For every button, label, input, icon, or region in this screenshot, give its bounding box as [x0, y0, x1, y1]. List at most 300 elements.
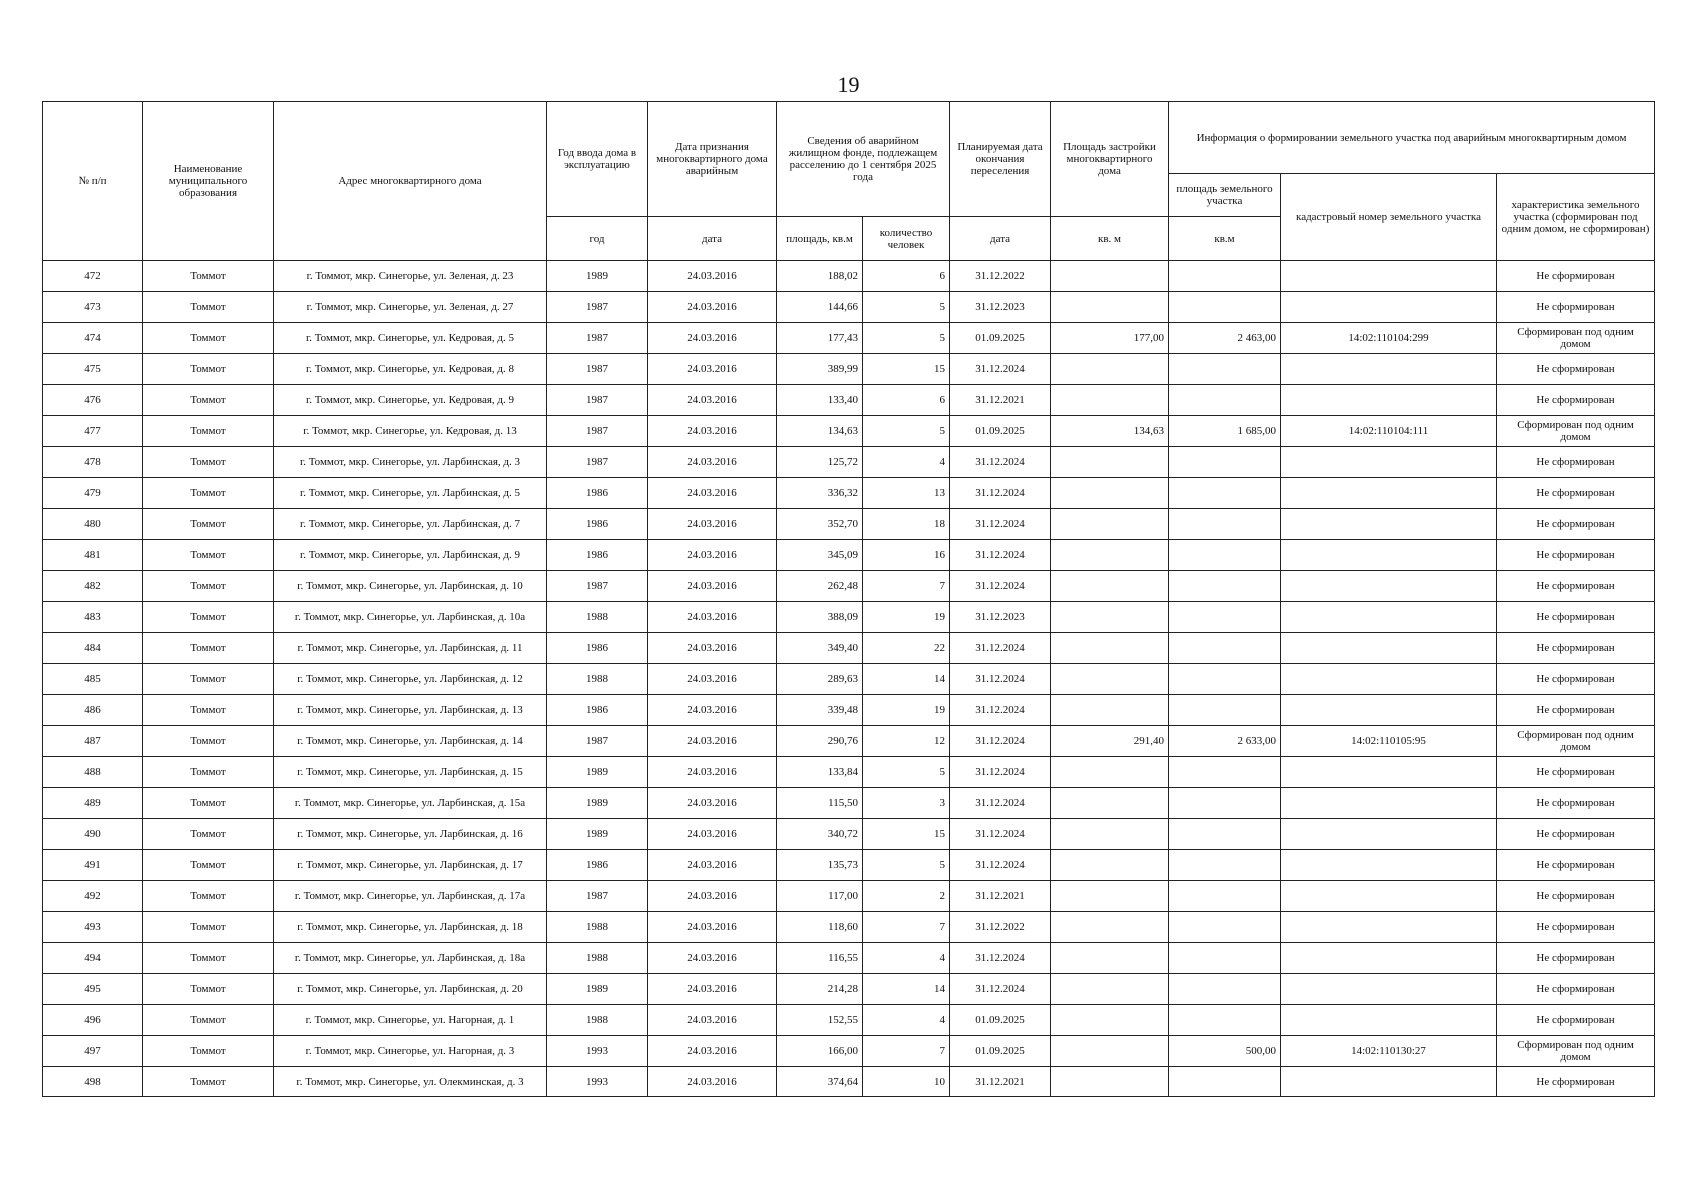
cell-land-characteristic: Не сформирован: [1497, 664, 1655, 695]
cell-people: 19: [863, 602, 950, 633]
cell-planned-end: 31.12.2024: [950, 850, 1051, 881]
cell-year: 1987: [547, 292, 648, 323]
cell-people: 18: [863, 509, 950, 540]
cell-area: 290,76: [777, 726, 863, 757]
cell-planned-end: 31.12.2024: [950, 664, 1051, 695]
cell-land-area: [1169, 602, 1281, 633]
cell-land-area: [1169, 788, 1281, 819]
cell-cadastral: [1281, 943, 1497, 974]
header-building-area: Площадь застройки многоквартирного дома: [1051, 102, 1169, 217]
cell-people: 15: [863, 354, 950, 385]
cell-area: 118,60: [777, 912, 863, 943]
cell-municipality: Томмот: [143, 1036, 274, 1067]
cell-land-area: [1169, 633, 1281, 664]
cell-address: г. Томмот, мкр. Синегорье, ул. Ларбинская, д. 7: [274, 509, 547, 540]
cell-building-area: [1051, 1067, 1169, 1097]
cell-building-area: [1051, 447, 1169, 478]
cell-area: 388,09: [777, 602, 863, 633]
cell-municipality: Томмот: [143, 850, 274, 881]
cell-land-area: 1 685,00: [1169, 416, 1281, 447]
cell-planned-end: 31.12.2024: [950, 571, 1051, 602]
header-address: Адрес многоквартирного дома: [274, 102, 547, 261]
cell-year: 1986: [547, 633, 648, 664]
cell-land-characteristic: Не сформирован: [1497, 943, 1655, 974]
cell-land-area: [1169, 354, 1281, 385]
cell-address: г. Томмот, мкр. Синегорье, ул. Олекминская, д. 3: [274, 1067, 547, 1097]
cell-year: 1989: [547, 757, 648, 788]
cell-people: 14: [863, 974, 950, 1005]
cell-people: 5: [863, 850, 950, 881]
cell-cadastral: [1281, 602, 1497, 633]
table-row: [43, 912, 1655, 943]
cell-num: 485: [43, 664, 143, 695]
cell-land-area: [1169, 509, 1281, 540]
unit-area: площадь, кв.м: [777, 217, 863, 261]
cell-land-characteristic: Не сформирован: [1497, 354, 1655, 385]
cell-planned-end: 01.09.2025: [950, 1036, 1051, 1067]
cell-num: 494: [43, 943, 143, 974]
cell-planned-end: 31.12.2023: [950, 602, 1051, 633]
cell-planned-end: 31.12.2021: [950, 1067, 1051, 1097]
cell-land-characteristic: Не сформирован: [1497, 261, 1655, 292]
table-row: [43, 540, 1655, 571]
cell-address: г. Томмот, мкр. Синегорье, ул. Ларбинская, д. 10а: [274, 602, 547, 633]
cell-municipality: Томмот: [143, 726, 274, 757]
cell-recognition-date: 24.03.2016: [648, 664, 777, 695]
table-row: [43, 850, 1655, 881]
cell-num: 489: [43, 788, 143, 819]
cell-people: 4: [863, 943, 950, 974]
table-header: [43, 102, 1655, 261]
cell-year: 1988: [547, 1005, 648, 1036]
table-row: [43, 726, 1655, 757]
cell-address: г. Томмот, мкр. Синегорье, ул. Ларбинская, д. 5: [274, 478, 547, 509]
cell-planned-end: 01.09.2025: [950, 323, 1051, 354]
cell-municipality: Томмот: [143, 509, 274, 540]
cell-planned-end: 31.12.2022: [950, 912, 1051, 943]
table-row: [43, 633, 1655, 664]
cell-recognition-date: 24.03.2016: [648, 974, 777, 1005]
cell-address: г. Томмот, мкр. Синегорье, ул. Ларбинская, д. 10: [274, 571, 547, 602]
cell-cadastral: [1281, 695, 1497, 726]
cell-planned-end: 31.12.2024: [950, 943, 1051, 974]
cell-recognition-date: 24.03.2016: [648, 819, 777, 850]
cell-land-characteristic: Не сформирован: [1497, 478, 1655, 509]
cell-year: 1987: [547, 881, 648, 912]
cell-num: 496: [43, 1005, 143, 1036]
cell-area: 115,50: [777, 788, 863, 819]
cell-building-area: [1051, 571, 1169, 602]
cell-planned-end: 31.12.2023: [950, 292, 1051, 323]
cell-area: 339,48: [777, 695, 863, 726]
cell-building-area: [1051, 602, 1169, 633]
cell-cadastral: [1281, 1067, 1497, 1097]
cell-land-characteristic: Не сформирован: [1497, 1005, 1655, 1036]
cell-recognition-date: 24.03.2016: [648, 602, 777, 633]
cell-planned-end: 31.12.2024: [950, 540, 1051, 571]
header-land-area: площадь земельного участка: [1169, 174, 1281, 217]
cell-recognition-date: 24.03.2016: [648, 509, 777, 540]
cell-building-area: [1051, 788, 1169, 819]
cell-area: 125,72: [777, 447, 863, 478]
cell-municipality: Томмот: [143, 1005, 274, 1036]
cell-land-area: [1169, 1005, 1281, 1036]
table-row: [43, 881, 1655, 912]
cell-land-area: [1169, 974, 1281, 1005]
cell-num: 492: [43, 881, 143, 912]
cell-cadastral: [1281, 385, 1497, 416]
cell-municipality: Томмот: [143, 757, 274, 788]
cell-address: г. Томмот, мкр. Синегорье, ул. Зеленая, д. 23: [274, 261, 547, 292]
header-municipality: Наименование муниципального образования: [143, 102, 274, 261]
cell-people: 5: [863, 416, 950, 447]
table-row: [43, 354, 1655, 385]
cell-municipality: Томмот: [143, 571, 274, 602]
cell-cadastral: [1281, 447, 1497, 478]
cell-area: 177,43: [777, 323, 863, 354]
cell-recognition-date: 24.03.2016: [648, 292, 777, 323]
cell-land-characteristic: Не сформирован: [1497, 974, 1655, 1005]
cell-area: 214,28: [777, 974, 863, 1005]
cell-building-area: [1051, 912, 1169, 943]
cell-planned-end: 31.12.2024: [950, 633, 1051, 664]
cell-municipality: Томмот: [143, 974, 274, 1005]
cell-address: г. Томмот, мкр. Синегорье, ул. Ларбинская, д. 11: [274, 633, 547, 664]
header-num: № п/п: [43, 102, 143, 261]
cell-address: г. Томмот, мкр. Синегорье, ул. Ларбинская, д. 16: [274, 819, 547, 850]
cell-municipality: Томмот: [143, 540, 274, 571]
cell-num: 478: [43, 447, 143, 478]
table-row: [43, 1067, 1655, 1097]
cell-address: г. Томмот, мкр. Синегорье, ул. Ларбинская, д. 15а: [274, 788, 547, 819]
cell-area: 117,00: [777, 881, 863, 912]
cell-area: 188,02: [777, 261, 863, 292]
cell-planned-end: 31.12.2022: [950, 261, 1051, 292]
cell-recognition-date: 24.03.2016: [648, 943, 777, 974]
cell-building-area: [1051, 261, 1169, 292]
cell-land-characteristic: Не сформирован: [1497, 1067, 1655, 1097]
cell-land-characteristic: Не сформирован: [1497, 788, 1655, 819]
cell-cadastral: [1281, 261, 1497, 292]
cell-recognition-date: 24.03.2016: [648, 385, 777, 416]
cell-address: г. Томмот, мкр. Синегорье, ул. Ларбинская, д. 18: [274, 912, 547, 943]
cell-area: 336,32: [777, 478, 863, 509]
cell-year: 1987: [547, 726, 648, 757]
cell-address: г. Томмот, мкр. Синегорье, ул. Ларбинская, д. 18а: [274, 943, 547, 974]
cell-cadastral: 14:02:110105:95: [1281, 726, 1497, 757]
cell-land-area: [1169, 447, 1281, 478]
cell-year: 1989: [547, 819, 648, 850]
cell-planned-end: 31.12.2024: [950, 354, 1051, 385]
cell-people: 13: [863, 478, 950, 509]
cell-land-characteristic: Не сформирован: [1497, 292, 1655, 323]
cell-land-area: [1169, 850, 1281, 881]
cell-num: 477: [43, 416, 143, 447]
cell-building-area: [1051, 974, 1169, 1005]
cell-land-characteristic: Сформирован под одним домом: [1497, 416, 1655, 447]
cell-building-area: [1051, 757, 1169, 788]
unit-date: дата: [648, 217, 777, 261]
table-row: [43, 602, 1655, 633]
cell-num: 487: [43, 726, 143, 757]
cell-municipality: Томмот: [143, 695, 274, 726]
cell-cadastral: [1281, 819, 1497, 850]
cell-building-area: [1051, 509, 1169, 540]
cell-recognition-date: 24.03.2016: [648, 757, 777, 788]
cell-recognition-date: 24.03.2016: [648, 881, 777, 912]
cell-cadastral: [1281, 974, 1497, 1005]
cell-planned-end: 31.12.2024: [950, 974, 1051, 1005]
cell-cadastral: [1281, 540, 1497, 571]
cell-recognition-date: 24.03.2016: [648, 1036, 777, 1067]
cell-cadastral: [1281, 509, 1497, 540]
cell-address: г. Томмот, мкр. Синегорье, ул. Кедровая, д. 5: [274, 323, 547, 354]
cell-land-area: [1169, 292, 1281, 323]
table-row: [43, 1036, 1655, 1067]
cell-people: 10: [863, 1067, 950, 1097]
cell-land-characteristic: Не сформирован: [1497, 447, 1655, 478]
cell-municipality: Томмот: [143, 788, 274, 819]
cell-area: 135,73: [777, 850, 863, 881]
cell-people: 12: [863, 726, 950, 757]
cell-building-area: 134,63: [1051, 416, 1169, 447]
cell-land-area: 2 633,00: [1169, 726, 1281, 757]
header-cadastral: кадастровый номер земельного участка: [1281, 174, 1497, 261]
cell-address: г. Томмот, мкр. Синегорье, ул. Ларбинская, д. 13: [274, 695, 547, 726]
cell-address: г. Томмот, мкр. Синегорье, ул. Зеленая, д. 27: [274, 292, 547, 323]
table-row: [43, 416, 1655, 447]
cell-recognition-date: 24.03.2016: [648, 261, 777, 292]
cell-people: 4: [863, 447, 950, 478]
cell-year: 1989: [547, 788, 648, 819]
cell-land-characteristic: Не сформирован: [1497, 757, 1655, 788]
cell-num: 474: [43, 323, 143, 354]
cell-address: г. Томмот, мкр. Синегорье, ул. Ларбинская, д. 17: [274, 850, 547, 881]
cell-year: 1986: [547, 850, 648, 881]
cell-year: 1993: [547, 1036, 648, 1067]
cell-cadastral: [1281, 757, 1497, 788]
cell-planned-end: 31.12.2024: [950, 788, 1051, 819]
unit-date2: дата: [950, 217, 1051, 261]
header-recognition-date: Дата признания многоквартирного дома аварийным: [648, 102, 777, 217]
header-land-characteristic: характеристика земельного участка (сформирован под одним домом, не сформирован): [1497, 174, 1655, 261]
cell-land-characteristic: Не сформирован: [1497, 912, 1655, 943]
cell-planned-end: 31.12.2024: [950, 478, 1051, 509]
cell-cadastral: [1281, 633, 1497, 664]
cell-planned-end: 31.12.2024: [950, 819, 1051, 850]
cell-building-area: 291,40: [1051, 726, 1169, 757]
cell-recognition-date: 24.03.2016: [648, 1005, 777, 1036]
cell-num: 484: [43, 633, 143, 664]
cell-num: 482: [43, 571, 143, 602]
cell-land-area: [1169, 912, 1281, 943]
cell-recognition-date: 24.03.2016: [648, 726, 777, 757]
table-row: [43, 509, 1655, 540]
cell-address: г. Томмот, мкр. Синегорье, ул. Кедровая, д. 9: [274, 385, 547, 416]
cell-land-characteristic: Не сформирован: [1497, 633, 1655, 664]
cell-area: 389,99: [777, 354, 863, 385]
cell-area: 349,40: [777, 633, 863, 664]
cell-address: г. Томмот, мкр. Синегорье, ул. Ларбинская, д. 20: [274, 974, 547, 1005]
cell-year: 1987: [547, 385, 648, 416]
cell-area: 374,64: [777, 1067, 863, 1097]
cell-num: 473: [43, 292, 143, 323]
cell-cadastral: [1281, 912, 1497, 943]
cell-area: 144,66: [777, 292, 863, 323]
cell-building-area: [1051, 1005, 1169, 1036]
cell-recognition-date: 24.03.2016: [648, 633, 777, 664]
cell-address: г. Томмот, мкр. Синегорье, ул. Ларбинская, д. 12: [274, 664, 547, 695]
cell-address: г. Томмот, мкр. Синегорье, ул. Ларбинская, д. 17а: [274, 881, 547, 912]
cell-land-characteristic: Не сформирован: [1497, 509, 1655, 540]
cell-building-area: [1051, 881, 1169, 912]
cell-building-area: 177,00: [1051, 323, 1169, 354]
unit-sqm2: кв.м: [1169, 217, 1281, 261]
cell-cadastral: [1281, 788, 1497, 819]
cell-municipality: Томмот: [143, 416, 274, 447]
table-row: [43, 1005, 1655, 1036]
cell-planned-end: 31.12.2024: [950, 509, 1051, 540]
cell-num: 490: [43, 819, 143, 850]
cell-address: г. Томмот, мкр. Синегорье, ул. Кедровая, д. 13: [274, 416, 547, 447]
cell-municipality: Томмот: [143, 943, 274, 974]
cell-land-characteristic: Сформирован под одним домом: [1497, 323, 1655, 354]
cell-planned-end: 01.09.2025: [950, 416, 1051, 447]
table-row: [43, 385, 1655, 416]
cell-people: 5: [863, 757, 950, 788]
cell-land-characteristic: Не сформирован: [1497, 695, 1655, 726]
cell-num: 483: [43, 602, 143, 633]
table-row: [43, 757, 1655, 788]
cell-land-area: [1169, 695, 1281, 726]
cell-land-area: [1169, 664, 1281, 695]
table-row: [43, 819, 1655, 850]
cell-area: 352,70: [777, 509, 863, 540]
cell-land-area: [1169, 881, 1281, 912]
emergency-housing-table: [42, 101, 1655, 1097]
cell-num: 481: [43, 540, 143, 571]
cell-land-characteristic: Не сформирован: [1497, 850, 1655, 881]
cell-recognition-date: 24.03.2016: [648, 447, 777, 478]
table-row: [43, 447, 1655, 478]
cell-area: 152,55: [777, 1005, 863, 1036]
cell-land-area: 2 463,00: [1169, 323, 1281, 354]
cell-area: 134,63: [777, 416, 863, 447]
cell-address: г. Томмот, мкр. Синегорье, ул. Нагорная, д. 1: [274, 1005, 547, 1036]
cell-num: 491: [43, 850, 143, 881]
cell-recognition-date: 24.03.2016: [648, 540, 777, 571]
cell-municipality: Томмот: [143, 478, 274, 509]
table-row: [43, 695, 1655, 726]
cell-year: 1993: [547, 1067, 648, 1097]
cell-num: 476: [43, 385, 143, 416]
cell-planned-end: 31.12.2021: [950, 385, 1051, 416]
cell-area: 116,55: [777, 943, 863, 974]
cell-people: 15: [863, 819, 950, 850]
cell-cadastral: [1281, 881, 1497, 912]
cell-municipality: Томмот: [143, 323, 274, 354]
cell-cadastral: [1281, 1005, 1497, 1036]
cell-building-area: [1051, 819, 1169, 850]
cell-area: 340,72: [777, 819, 863, 850]
cell-land-area: [1169, 478, 1281, 509]
cell-num: 497: [43, 1036, 143, 1067]
cell-people: 7: [863, 571, 950, 602]
page-number: 19: [837, 72, 860, 97]
cell-address: г. Томмот, мкр. Синегорье, ул. Ларбинская, д. 14: [274, 726, 547, 757]
cell-municipality: Томмот: [143, 881, 274, 912]
cell-year: 1986: [547, 540, 648, 571]
cell-recognition-date: 24.03.2016: [648, 850, 777, 881]
cell-people: 2: [863, 881, 950, 912]
header-year-built: Год ввода дома в эксплуатацию: [547, 102, 648, 217]
cell-building-area: [1051, 540, 1169, 571]
cell-cadastral: [1281, 478, 1497, 509]
cell-num: 493: [43, 912, 143, 943]
cell-people: 7: [863, 1036, 950, 1067]
cell-people: 6: [863, 385, 950, 416]
cell-address: г. Томмот, мкр. Синегорье, ул. Ларбинская, д. 15: [274, 757, 547, 788]
cell-planned-end: 31.12.2024: [950, 695, 1051, 726]
cell-year: 1988: [547, 912, 648, 943]
cell-address: г. Томмот, мкр. Синегорье, ул. Ларбинская, д. 3: [274, 447, 547, 478]
cell-building-area: [1051, 1036, 1169, 1067]
cell-people: 14: [863, 664, 950, 695]
cell-year: 1986: [547, 478, 648, 509]
cell-num: 495: [43, 974, 143, 1005]
cell-num: 475: [43, 354, 143, 385]
cell-planned-end: 31.12.2024: [950, 447, 1051, 478]
cell-land-area: [1169, 540, 1281, 571]
unit-year: год: [547, 217, 648, 261]
unit-people: количество человек: [863, 217, 950, 261]
cell-building-area: [1051, 695, 1169, 726]
cell-municipality: Томмот: [143, 292, 274, 323]
cell-land-area: [1169, 757, 1281, 788]
cell-municipality: Томмот: [143, 447, 274, 478]
table-row: [43, 974, 1655, 1005]
cell-num: 488: [43, 757, 143, 788]
cell-address: г. Томмот, мкр. Синегорье, ул. Кедровая, д. 8: [274, 354, 547, 385]
cell-cadastral: [1281, 571, 1497, 602]
cell-year: 1989: [547, 974, 648, 1005]
cell-land-characteristic: Не сформирован: [1497, 819, 1655, 850]
cell-year: 1988: [547, 664, 648, 695]
cell-people: 19: [863, 695, 950, 726]
cell-building-area: [1051, 354, 1169, 385]
cell-municipality: Томмот: [143, 912, 274, 943]
cell-year: 1987: [547, 416, 648, 447]
cell-year: 1987: [547, 447, 648, 478]
cell-municipality: Томмот: [143, 819, 274, 850]
cell-area: 133,40: [777, 385, 863, 416]
cell-recognition-date: 24.03.2016: [648, 912, 777, 943]
cell-planned-end: 31.12.2021: [950, 881, 1051, 912]
table-row: [43, 788, 1655, 819]
cell-land-area: [1169, 571, 1281, 602]
cell-cadastral: [1281, 354, 1497, 385]
cell-people: 16: [863, 540, 950, 571]
cell-land-area: 500,00: [1169, 1036, 1281, 1067]
cell-num: 472: [43, 261, 143, 292]
cell-year: 1986: [547, 695, 648, 726]
cell-planned-end: 31.12.2024: [950, 726, 1051, 757]
table-row: [43, 943, 1655, 974]
cell-area: 166,00: [777, 1036, 863, 1067]
cell-recognition-date: 24.03.2016: [648, 478, 777, 509]
cell-recognition-date: 24.03.2016: [648, 416, 777, 447]
cell-address: г. Томмот, мкр. Синегорье, ул. Нагорная, д. 3: [274, 1036, 547, 1067]
